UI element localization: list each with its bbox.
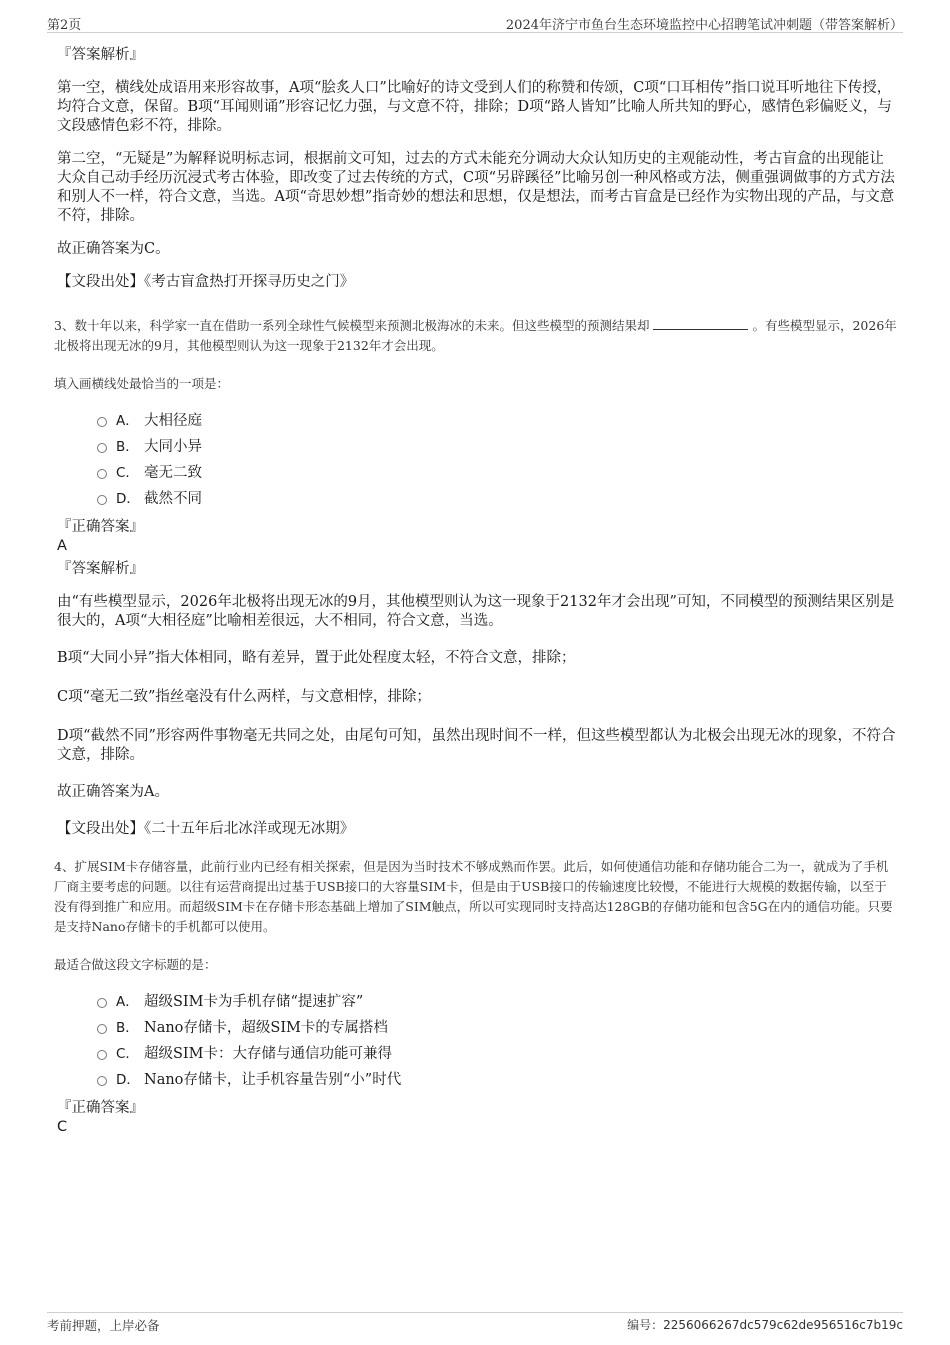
analysis-label: 『答案解析』 xyxy=(57,47,144,63)
page-header xyxy=(47,14,903,33)
question-3-options xyxy=(97,408,897,512)
option-a[interactable]: A． 大相径庭 xyxy=(97,408,897,434)
source-citation: 【文段出处】《二十五年后北冰洋或现无冰期》 xyxy=(57,821,355,837)
option-d[interactable]: D． 截然不同 xyxy=(97,486,897,512)
analysis-paragraph: C项“毫无二致”指丝毫没有什么两样，与文意相悖，排除； xyxy=(57,689,431,705)
option-c[interactable]: C． 超级SIM卡：大存储与通信功能可兼得 xyxy=(97,1041,897,1067)
analysis-paragraph: 由“有些模型显示，2026年北极将出现无冰的9月，其他模型则认为这一现象于2132年才会出现”可知，不同模型的预测结果区别是很大的，A项“大相径庭”比喻相差很远，大不相同，符合文意，当选。 xyxy=(57,594,895,629)
analysis-paragraph: 故正确答案为A。 xyxy=(57,784,169,800)
radio-button[interactable] xyxy=(97,443,107,453)
option-c[interactable]: C． 毫无二致 xyxy=(97,460,897,486)
radio-button[interactable] xyxy=(97,417,107,427)
analysis-paragraph: D项“截然不同”形容两件事物毫无共同之处，由尾句可知，虽然出现时间不一样，但这些模型都认为北极会出现无冰的现象，不符合文意，排除。 xyxy=(57,728,896,763)
question-3-stem-part2: 。有些模型显示，2026年北极将出现无冰的9月，其他模型则认为这一现象于2132年才会出现。 xyxy=(54,318,897,353)
radio-button[interactable] xyxy=(97,1024,107,1034)
radio-button[interactable] xyxy=(97,495,107,505)
page-footer xyxy=(47,1312,903,1335)
analysis-paragraph: B项“大同小异”指大体相同，略有差异，置于此处程度太轻，不符合文意，排除； xyxy=(57,650,576,666)
question-3-stem xyxy=(54,316,897,356)
page-number: 第2页 xyxy=(47,18,82,33)
correct-answer: C xyxy=(57,1119,68,1135)
radio-button[interactable] xyxy=(97,1050,107,1060)
option-d[interactable]: D． Nano存储卡，让手机容量告别“小”时代 xyxy=(97,1067,897,1093)
analysis-label: 『答案解析』 xyxy=(57,561,144,577)
analysis-paragraph: 第一空，横线处成语用来形容故事，A项“脍炙人口”比喻好的诗文受到人们的称赞和传颂，C项“口耳相传”指口说耳听地往下传授，均符合文意，保留。B项“耳闻则诵”形容记忆力强，与文意不符，排除；D项“路人皆知”比喻人所共知的野心，感情色彩偏贬义，与文段感情色彩不符，排除。 xyxy=(57,80,892,134)
radio-button[interactable] xyxy=(97,1076,107,1086)
fill-blank xyxy=(653,316,748,330)
document-id: 编号：2256066267dc579c62de956516c7b19c xyxy=(627,1318,903,1332)
question-3-stem-part1: 3、数十年以来，科学家一直在借助一系列全球性气候模型来预测北极海冰的未来。但这些模型的预测结果却 xyxy=(54,318,650,333)
option-a[interactable]: A． 超级SIM卡为手机存储“提速扩容” xyxy=(97,989,897,1015)
correct-answer-label: 『正确答案』 xyxy=(57,519,144,535)
correct-answer-label: 『正确答案』 xyxy=(57,1100,144,1116)
analysis-paragraph: 故正确答案为C。 xyxy=(57,241,170,257)
question-4-stem: 4、扩展SIM卡存储容量，此前行业内已经有相关探索，但是因为当时技术不够成熟而作罢。此后，如何使通信功能和存储功能合二为一，就成为了手机厂商主要考虑的问题。以往有运营商提出过基于USB接口的大容量SIM卡，但是由于USB接口的传输速度比较慢，不能进行大规模的数据传输，以至于没有得到推广和应用。而超级SIM卡在存储卡形态基础上增加了SIM触点，所以可实现同时支持高达128GB的存储功能和包含5G在内的通信功能。只要是支持Nano存储卡的手机都可以使用。 xyxy=(54,859,893,934)
page-content xyxy=(54,46,897,1141)
correct-answer: A xyxy=(57,538,67,554)
question-3-prompt: 填入画横线处最恰当的一项是： xyxy=(54,376,230,391)
question-4-options xyxy=(97,989,897,1093)
option-b[interactable]: B． Nano存储卡，超级SIM卡的专属搭档 xyxy=(97,1015,897,1041)
radio-button[interactable] xyxy=(97,469,107,479)
analysis-paragraph: 第二空，“无疑是”为解释说明标志词，根据前文可知，过去的方式未能充分调动大众认知历史的主观能动性，考古盲盒的出现能让大众自己动手经历沉浸式考古体验，即改变了过去传统的方式，C项“另辟蹊径”比喻另创一种风格或方法，侧重强调做事的方式方法和别人不一样，符合文意，当选。A项“奇思妙想”指奇妙的想法和思想，仅是想法，而考古盲盒是已经作为实物出现的产品，与文意不符，排除。 xyxy=(57,151,895,224)
source-citation: 【文段出处】《考古盲盒热打开探寻历史之门》 xyxy=(57,274,355,290)
document-title: 2024年济宁市鱼台生态环境监控中心招聘笔试冲刺题（带答案解析） xyxy=(505,18,903,33)
radio-button[interactable] xyxy=(97,998,107,1008)
question-4-prompt: 最适合做这段文字标题的是： xyxy=(54,957,217,972)
option-b[interactable]: B． 大同小异 xyxy=(97,434,897,460)
footer-slogan: 考前押题，上岸必备 xyxy=(47,1318,160,1333)
